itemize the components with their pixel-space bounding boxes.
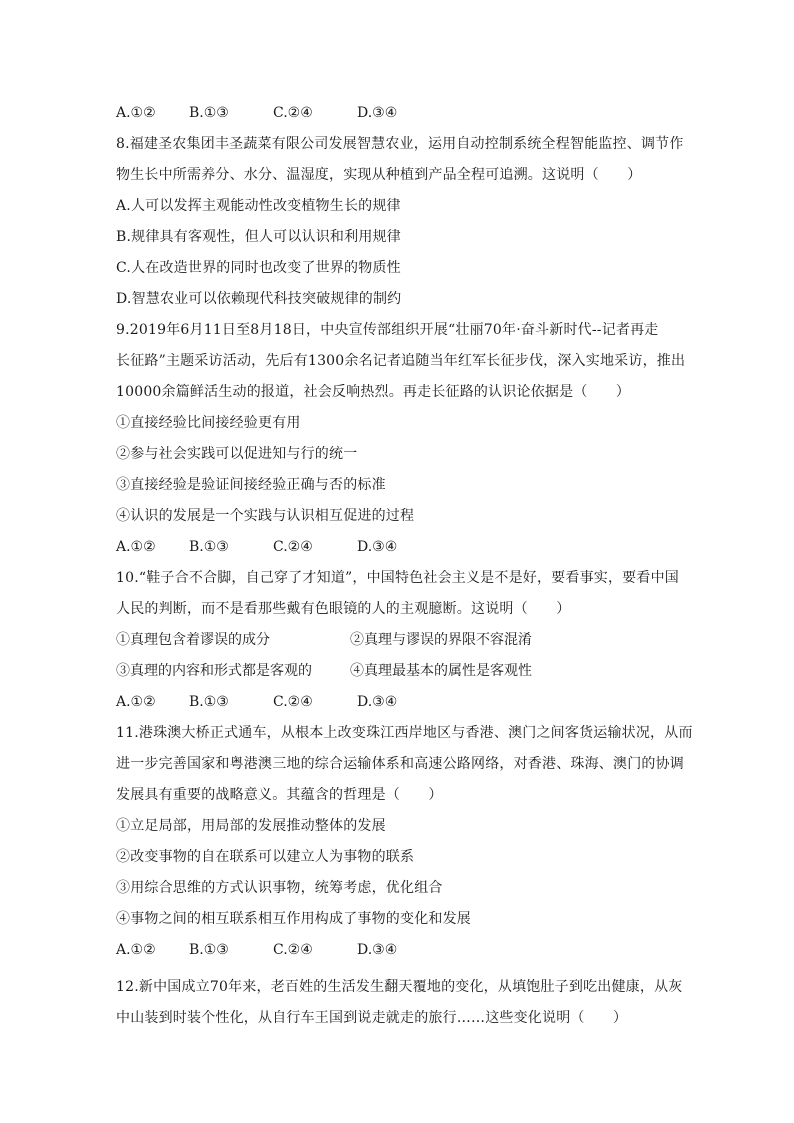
question-11-statement-3: ③用综合思维的方式认识事物，统筹考虑，优化组合 xyxy=(116,880,443,896)
option-b: B.①③ xyxy=(189,539,229,555)
question-10-statement-4: ④真理最基本的属性是客观性 xyxy=(350,663,532,679)
option-b: B.①③ xyxy=(189,694,229,710)
option-b: B.①③ xyxy=(189,942,229,958)
question-11-statement-4: ④事物之间的相互联系相互作用构成了事物的变化和发展 xyxy=(116,911,471,927)
question-10-stem-line-2: 人民的判断，而不是看那些戴有色眼镜的人的主观臆断。这说明（ ） xyxy=(116,601,571,617)
option-d: D.③④ xyxy=(357,694,398,710)
question-8-choice-a: A.人可以发挥主观能动性改变植物生长的规律 xyxy=(116,198,401,214)
question-11-stem-line-1: 11.港珠澳大桥正式通车，从根本上改变珠江西岸地区与香港、澳门之间客货运输状况，从而 xyxy=(116,725,693,741)
question-12-stem-line-2: 中山装到时装个性化，从自行车王国到说走就走的旅行……这些变化说明（ ） xyxy=(116,1010,628,1026)
question-9-statement-3: ③直接经验是验证间接经验正确与否的标准 xyxy=(116,477,386,493)
option-a: A.①② xyxy=(116,942,156,958)
question-9-stem-line-2: 长征路”主题采访活动，先后有1300余名记者追随当年红军长征步伐，深入实地采访，推出 xyxy=(116,353,686,369)
question-9-statement-1: ①直接经验比间接经验更有用 xyxy=(116,415,301,431)
question-10-stem-line-1: 10.“鞋子合不合脚，自己穿了才知道”，中国特色社会主义是不是好，要看事实，要看中国 xyxy=(116,570,679,586)
question-11-stem-line-3: 发展具有重要的战略意义。其蕴含的哲理是（ ） xyxy=(116,787,443,803)
question-8-stem-line-1: 8.福建圣农集团丰圣蔬菜有限公司发展智慧农业，运用自动控制系统全程智能监控、调节作 xyxy=(116,136,684,152)
option-d: D.③④ xyxy=(357,539,398,555)
question-8-stem-line-2: 物生长中所需养分、水分、温湿度，实现从种植到产品全程可追溯。这说明（ ） xyxy=(116,167,642,183)
question-8-choice-b: B.规律具有客观性，但人可以认识和利用规律 xyxy=(116,229,401,245)
question-9-statement-2: ②参与社会实践可以促进知与行的统一 xyxy=(116,446,358,462)
option-d: D.③④ xyxy=(357,942,398,958)
option-c: C.②④ xyxy=(273,105,313,121)
option-c: C.②④ xyxy=(273,694,313,710)
question-11-statement-1: ①立足局部，用局部的发展推动整体的发展 xyxy=(116,818,386,834)
question-9-statement-4: ④认识的发展是一个实践与认识相互促进的过程 xyxy=(116,508,415,524)
option-b: B.①③ xyxy=(189,105,229,121)
question-8-choice-c: C.人在改造世界的同时也改变了世界的物质性 xyxy=(116,260,401,276)
question-11-statement-2: ②改变事物的自在联系可以建立人为事物的联系 xyxy=(116,849,415,865)
question-8-choice-d: D.智慧农业可以依赖现代科技突破规律的制约 xyxy=(116,291,402,307)
option-d: D.③④ xyxy=(357,105,398,121)
option-a: A.①② xyxy=(116,539,156,555)
question-10-statement-3: ③真理的内容和形式都是客观的 xyxy=(116,663,312,679)
question-9-stem-line-1: 9.2019年6月11日至8月18日，中央宣传部组织开展“壮丽70年·奋斗新时代--记者再走 xyxy=(116,322,659,338)
question-11-stem-line-2: 进一步完善国家和粤港澳三地的综合运输体系和高速公路网络，对香港、珠海、澳门的协调 xyxy=(116,756,684,772)
question-12-stem-line-1: 12.新中国成立70年来，老百姓的生活发生翻天覆地的变化，从填饱肚子到吃出健康，从灰 xyxy=(116,979,683,995)
option-c: C.②④ xyxy=(273,942,313,958)
question-10-statement-2: ②真理与谬误的界限不容混淆 xyxy=(350,632,532,648)
question-9-stem-line-3: 10000余篇鲜活生动的报道，社会反响热烈。再走长征路的认识论依据是（ ） xyxy=(116,384,631,400)
option-a: A.①② xyxy=(116,694,156,710)
option-c: C.②④ xyxy=(273,539,313,555)
question-10-statement-1: ①真理包含着谬误的成分 xyxy=(116,632,270,648)
option-a: A.①② xyxy=(116,105,156,121)
